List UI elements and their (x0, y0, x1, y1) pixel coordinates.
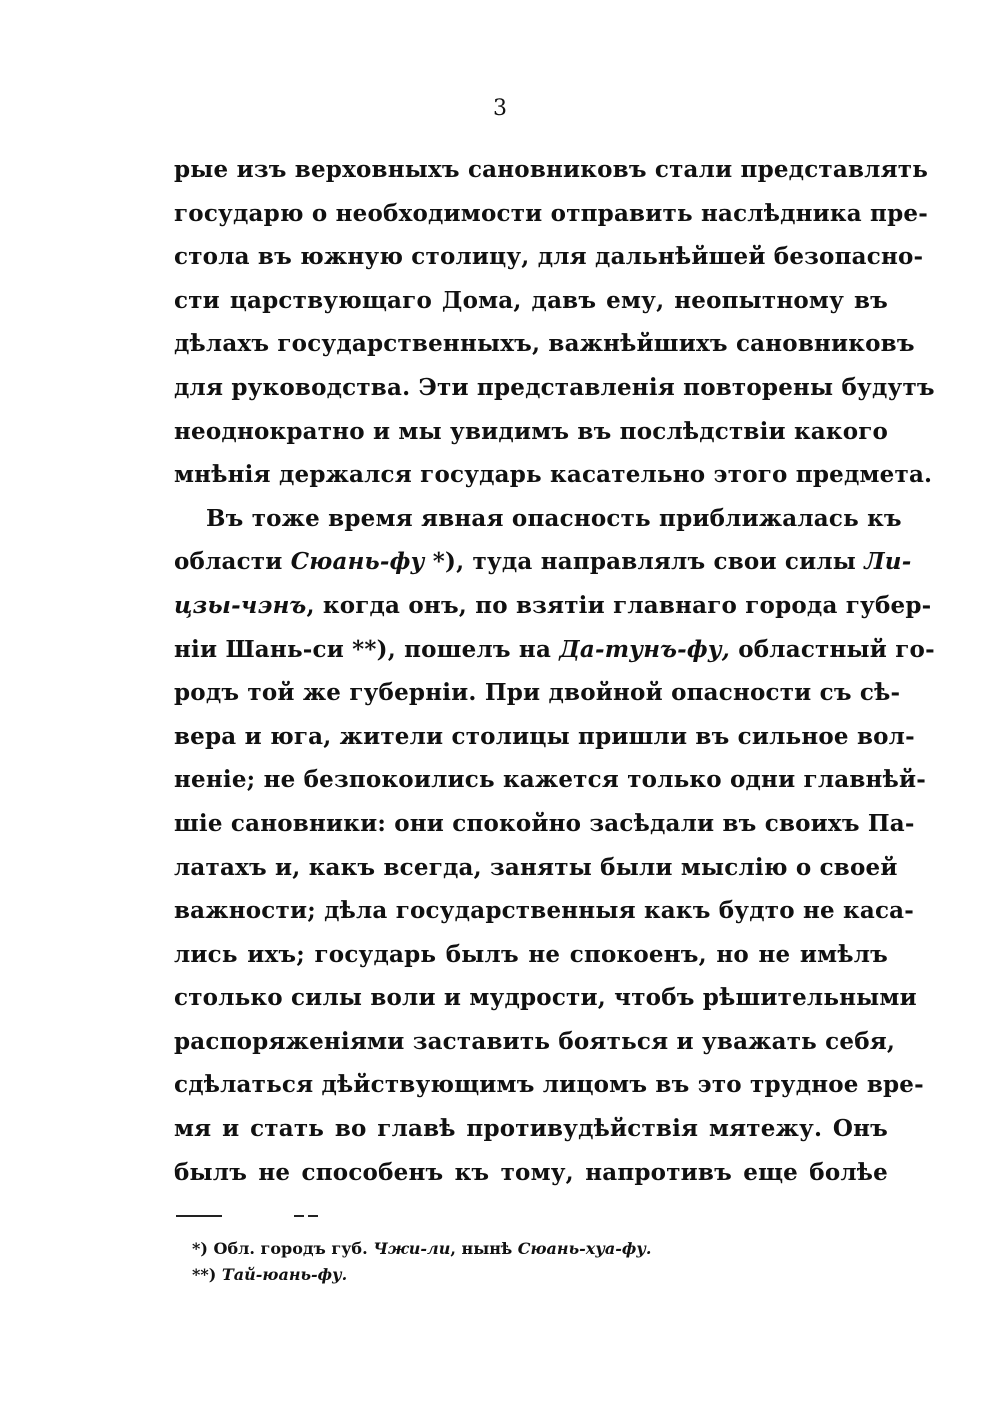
text-line (174, 497, 902, 541)
text-line (174, 889, 915, 933)
text-line (174, 192, 928, 236)
text-run: сдѣлаться дѣйствующимъ лицомъ въ это трудное вре- (174, 1071, 924, 1099)
text-run: областный го- (730, 635, 935, 663)
text-line (174, 322, 915, 366)
text-line (174, 933, 888, 977)
text-run: *) Обл. городъ губ. (192, 1239, 374, 1258)
text-run: вера и юга, жители столицы пришли въ сильное вол- (174, 722, 915, 750)
text-line (174, 410, 888, 454)
text-run: былъ не способенъ къ тому, напротивъ еще болѣе (174, 1158, 888, 1186)
footnote (192, 1236, 792, 1262)
text-line (174, 671, 901, 715)
text-run: шіе сановники: они спокойно засѣдали въ своихъ Па- (174, 809, 915, 837)
text-run: , когда онъ, по взятіи главнаго города губер- (306, 591, 932, 619)
text-run: столько силы воли и мудрости, чтобъ рѣшительными (174, 984, 917, 1012)
text-run: дѣлахъ государственныхъ, важнѣйшихъ сановниковъ (174, 330, 915, 358)
text-run: важности; дѣла государственныя какъ будто не каса- (174, 897, 915, 925)
text-run: родъ той же губерніи. При двойной опасности съ сѣ- (174, 679, 901, 707)
text-run: латахъ и, какъ всегда, заняты были мыслію о своей (174, 853, 898, 881)
paragraph (174, 497, 935, 1195)
text-run: ніи Шань-си **), пошелъ на (174, 635, 560, 663)
text-run: неоднократно и мы увидимъ въ послѣдствіи какого (174, 417, 889, 445)
footnote (192, 1262, 792, 1288)
text-run: стола въ южную столицу, для дальнѣйшей безопасно- (174, 243, 924, 271)
text-line (174, 1107, 888, 1151)
text-run: распоряженіями заставить бояться и уважать себя, (174, 1027, 896, 1055)
italic-text: Ли- (864, 548, 912, 576)
text-run: для руководства. Эти представленія повторены будутъ (174, 373, 935, 401)
text-run: Въ тоже время явная опасность приближалась къ (206, 504, 902, 532)
text-line (174, 584, 932, 628)
text-line (174, 453, 933, 497)
text-line (174, 846, 898, 890)
text-line (174, 976, 917, 1020)
text-run: области (174, 548, 291, 576)
text-line (174, 1151, 888, 1195)
text-run: мя и стать во главѣ противудѣйствія мятежу. Онъ (174, 1115, 888, 1143)
text-line (174, 279, 888, 323)
text-run: рые изъ верховныхъ сановниковъ стали представлять (174, 156, 929, 183)
text-run: неніе; не безпокоились кажется только одни главнѣй- (174, 766, 926, 794)
text-line (174, 758, 926, 802)
text-line (174, 148, 929, 192)
text-line (174, 715, 915, 759)
footnotes (192, 1236, 792, 1288)
body-text (174, 148, 935, 1194)
paragraph (174, 148, 935, 497)
italic-text: Да-тунъ-фу, (559, 635, 731, 663)
footnote-separator (176, 1215, 336, 1217)
text-line (174, 802, 915, 846)
text-line (174, 628, 935, 672)
text-run: мнѣнія держался государь касательно этого предмета. (174, 461, 933, 489)
text-run: лись ихъ; государь былъ не спокоенъ, но не имѣлъ (174, 940, 888, 968)
italic-text: Сюань-хуа-фу. (517, 1239, 652, 1258)
italic-text: цзы-чэнъ (174, 591, 307, 619)
text-line (174, 540, 912, 584)
text-run: , нынѣ (450, 1239, 518, 1258)
italic-text: Сюань-фу (290, 548, 425, 576)
text-line (174, 366, 935, 410)
text-run: *), туда направлялъ свои силы (424, 548, 865, 576)
text-line (174, 235, 924, 279)
text-run: сти царствующаго Дома, давъ ему, неопытному въ (174, 286, 888, 314)
text-run: **) (192, 1265, 222, 1284)
text-run: государю о необходимости отправить наслѣдника пре- (174, 199, 928, 227)
text-line (174, 1063, 924, 1107)
italic-text: Тай-юань-фу. (221, 1265, 348, 1284)
page-number: 3 (493, 96, 507, 121)
text-line (174, 1020, 896, 1064)
italic-text: Чжи-ли (373, 1239, 451, 1258)
